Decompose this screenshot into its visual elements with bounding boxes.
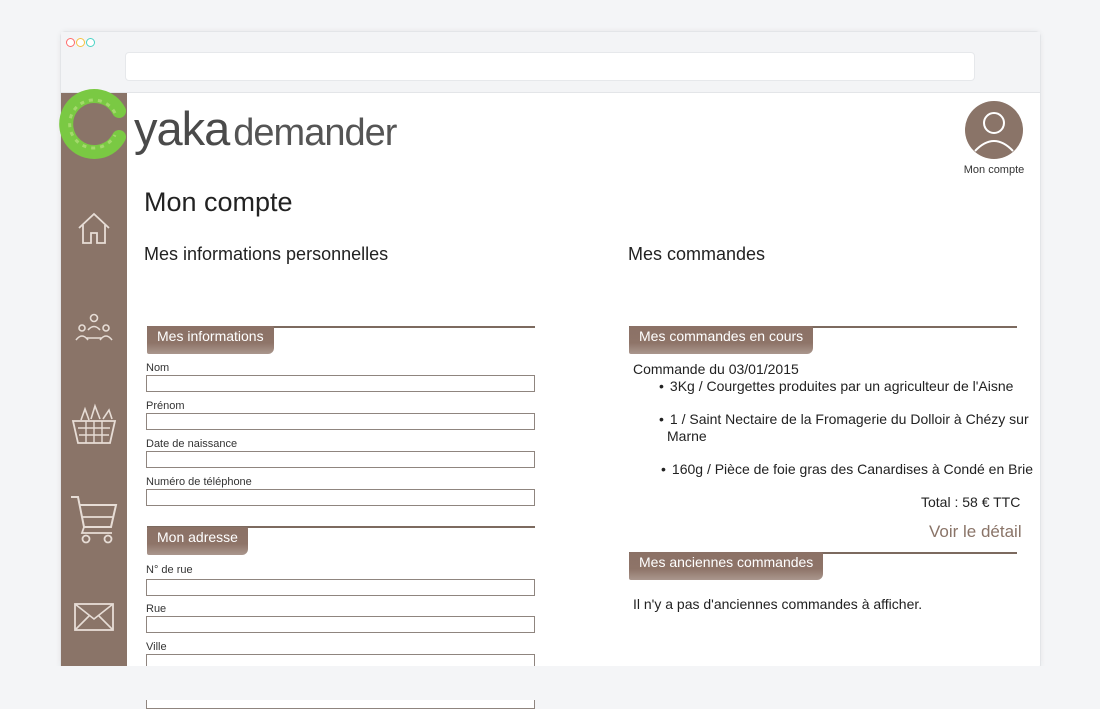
personal-info-heading: Mes informations personnelles xyxy=(144,244,389,264)
street-field[interactable] xyxy=(146,616,535,633)
orders-heading: Mes commandes xyxy=(628,244,766,264)
prenom-label: Prénom xyxy=(146,400,185,412)
browser-window xyxy=(60,31,1041,671)
browser-toolbar xyxy=(61,32,1040,93)
basket-icon[interactable] xyxy=(61,401,127,447)
close-window-dot[interactable] xyxy=(66,38,75,47)
address-bar[interactable] xyxy=(125,52,975,81)
home-icon[interactable] xyxy=(61,210,127,246)
nom-label: Nom xyxy=(146,362,170,374)
order-date: Commande du 03/01/2015 xyxy=(633,361,799,377)
city-label: Ville xyxy=(146,641,167,653)
street-number-field[interactable] xyxy=(146,579,535,596)
order-item-continued: Marne xyxy=(667,428,707,444)
phone-label: Numéro de téléphone xyxy=(146,476,252,488)
logo-icon[interactable] xyxy=(61,93,127,157)
prenom-field[interactable] xyxy=(146,413,535,430)
order-item: • 160g / Pièce de foie gras des Canardises à Condé en Brie xyxy=(661,461,1033,478)
order-item: • 1 / Saint Nectaire de la Fromagerie du Dolloir à Chézy sur xyxy=(659,411,1029,428)
street-label: Rue xyxy=(146,603,167,615)
no-past-orders-text: Il n'y a pas d'anciennes commandes à afficher. xyxy=(633,596,923,612)
past-orders-tag: Mes anciennes commandes xyxy=(629,552,823,580)
bottom-background xyxy=(0,666,1100,700)
user-icon[interactable] xyxy=(965,101,1023,159)
account-label: Mon compte xyxy=(963,164,1025,176)
mail-icon[interactable] xyxy=(61,601,127,633)
brand-part-yaka: yaka xyxy=(134,102,230,155)
maximize-window-dot[interactable] xyxy=(86,38,95,47)
order-total: Total : 58 € TTC xyxy=(921,494,1021,510)
view-detail-link[interactable]: Voir le détail xyxy=(929,522,1022,541)
order-item: • 3Kg / Courgettes produites par un agriculteur de l'Aisne xyxy=(659,378,1013,395)
brand-part-demander: demander xyxy=(233,112,397,154)
page-content xyxy=(61,93,1040,672)
brand-logo-text[interactable] xyxy=(134,99,396,163)
street-number-label: N° de rue xyxy=(146,564,193,576)
sidebar xyxy=(61,93,127,672)
address-section-tag: Mon adresse xyxy=(147,527,248,555)
current-orders-tag: Mes commandes en cours xyxy=(629,326,813,354)
minimize-window-dot[interactable] xyxy=(76,38,85,47)
info-section-tag: Mes informations xyxy=(147,326,274,354)
cart-icon[interactable] xyxy=(61,493,127,545)
birthdate-label: Date de naissance xyxy=(146,438,238,450)
birthdate-field[interactable] xyxy=(146,451,535,468)
page-title: Mon compte xyxy=(144,187,293,217)
people-icon[interactable] xyxy=(61,311,127,347)
account-menu[interactable] xyxy=(951,101,1037,176)
nom-field[interactable] xyxy=(146,375,535,392)
phone-field[interactable] xyxy=(146,489,535,506)
